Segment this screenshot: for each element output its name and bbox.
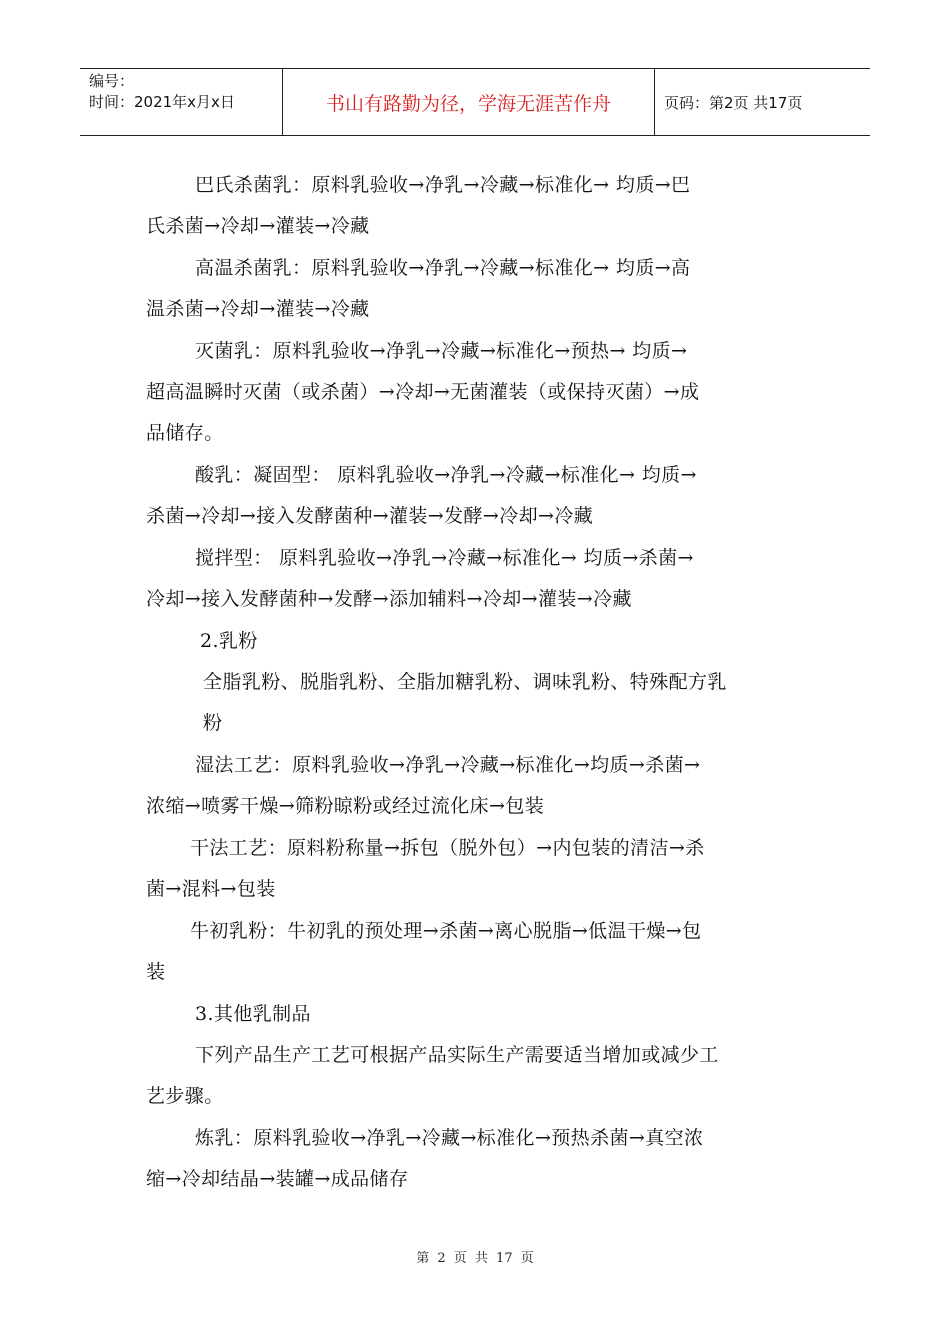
text-line: 氏杀菌→冷却→灌装→冷藏 <box>146 215 370 237</box>
header-motto: 书山有路勤为径，学海无涯苦作舟 <box>283 69 655 135</box>
text-line: 高温杀菌乳：原料乳验收→净乳→冷藏→标准化→ 均质→高 <box>195 257 691 279</box>
text-line: 全脂乳粉、脱脂乳粉、全脂加糖乳粉、调味乳粉、特殊配方乳 <box>203 671 727 693</box>
text-line: 湿法工艺：原料乳验收→净乳→冷藏→标准化→均质→杀菌→ <box>195 754 701 776</box>
text-line: 温杀菌→冷却→灌装→冷藏 <box>146 298 370 320</box>
text-line: 搅拌型： 原料乳验收→净乳→冷藏→标准化→ 均质→杀菌→ <box>195 547 694 569</box>
text-line: 品储存。 <box>146 422 224 444</box>
text-line: 缩→冷却结晶→装罐→成品储存 <box>146 1168 409 1190</box>
text-line: 浓缩→喷雾干燥→筛粉晾粉或经过流化床→包装 <box>146 795 545 817</box>
section-heading: 2.乳粉 <box>200 630 258 652</box>
text-line: 杀菌→冷却→接入发酵菌种→灌装→发酵→冷却→冷藏 <box>146 505 594 527</box>
text-line: 炼乳：原料乳验收→净乳→冷藏→标准化→预热杀菌→真空浓 <box>195 1127 704 1149</box>
text-line: 冷却→接入发酵菌种→发酵→添加辅料→冷却→灌装→冷藏 <box>146 588 632 610</box>
text-line: 下列产品生产工艺可根据产品实际生产需要适当增加或减少工 <box>195 1044 719 1066</box>
header-meta <box>80 69 283 135</box>
text-line: 装 <box>146 961 166 983</box>
text-line: 菌→混料→包装 <box>146 878 276 900</box>
document-time-label: 时间：2021年x月x日 <box>89 93 235 111</box>
page-footer: 第 2 页 共 17 页 <box>416 1251 534 1266</box>
header-page-info: 页码：第2页 共17页 <box>664 93 803 112</box>
text-line: 粉 <box>203 712 223 734</box>
text-line: 干法工艺：原料粉称量→拆包（脱外包）→内包装的清洁→杀 <box>190 837 705 859</box>
page-header <box>80 68 870 136</box>
text-line: 灭菌乳：原料乳验收→净乳→冷藏→标准化→预热→ 均质→ <box>195 340 688 362</box>
text-line: 巴氏杀菌乳：原料乳验收→净乳→冷藏→标准化→ 均质→巴 <box>195 174 691 196</box>
text-line: 牛初乳粉：牛初乳的预处理→杀菌→离心脱脂→低温干燥→包 <box>190 920 702 942</box>
section-heading: 3.其他乳制品 <box>195 1003 311 1025</box>
text-line: 艺步骤。 <box>146 1085 224 1107</box>
document-number-label: 编号： <box>89 72 135 90</box>
text-line: 超高温瞬时灭菌（或杀菌）→冷却→无菌灌装（或保持灭菌）→成 <box>146 381 700 403</box>
text-line: 酸乳：凝固型： 原料乳验收→净乳→冷藏→标准化→ 均质→ <box>195 464 697 486</box>
